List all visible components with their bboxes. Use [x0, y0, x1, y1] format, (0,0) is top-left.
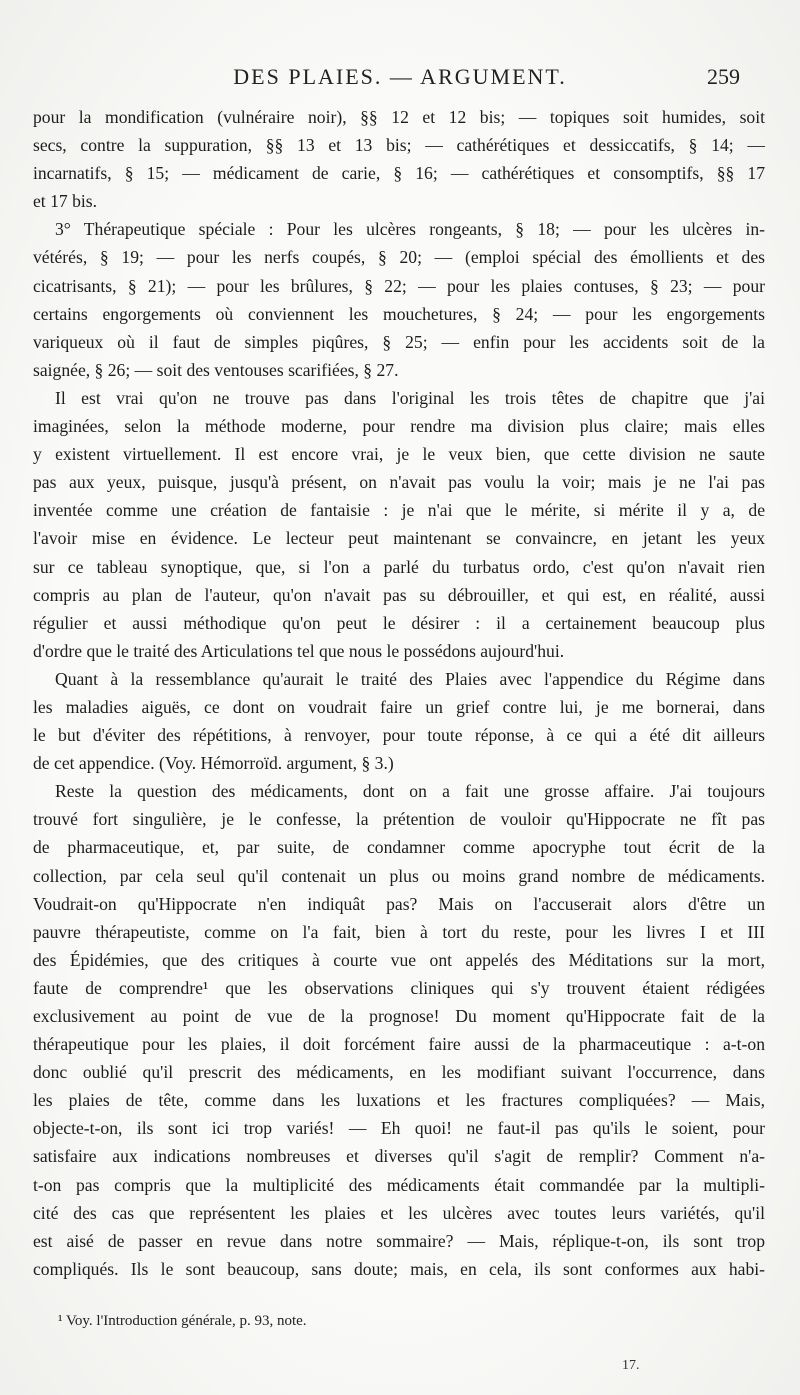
text-line: variqueux où il faut de simples piqûres, § 25; — enfin pour les accidents soit de la [33, 331, 765, 352]
text-line: donc oublié qu'il prescrit des médicaments, en les modifiant suivant l'occurrence, dans [33, 1062, 765, 1083]
text-line: de pharmaceutique, et, par suite, de condamner comme apocryphe tout écrit de la [33, 837, 765, 858]
text-line: trouvé fort singulière, je le confesse, la prétention de vouloir qu'Hippocrate ne fît pas [33, 809, 765, 830]
text-line: cicatrisants, § 21); — pour les brûlures, § 22; — pour les plaies contuses, § 23; — pour [33, 275, 765, 296]
text-line: et 17 bis. [33, 191, 98, 212]
signature-mark: 17. [622, 1358, 640, 1373]
text-line: exclusivement au point de vue de la prognose! Du moment qu'Hippocrate fait de la [33, 1006, 765, 1026]
running-title: DES PLAIES. — ARGUMENT. [233, 64, 567, 89]
text-line: est aisé de passer en revue dans notre sommaire? — Mais, réplique-t-on, ils sont trop [33, 1230, 765, 1251]
text-line: thérapeutique pour les plaies, il doit forcément faire aussi de la pharmaceutique : a-t-on [33, 1034, 765, 1055]
text-line: imaginées, selon la méthode moderne, pour rendre ma division plus claire; mais elles [33, 416, 765, 437]
body-text [33, 103, 765, 1283]
text-line: Quant à la ressemblance qu'aurait le traité des Plaies avec l'appendice du Régime dans [55, 668, 765, 689]
text-line: cité des cas que représentent les plaies et les ulcères avec toutes leurs variétés, qu'il [33, 1202, 765, 1223]
text-line: certains engorgements où conviennent les mouchetures, § 24; — pour les engorgements [33, 303, 765, 324]
text-line: les maladies aiguës, ce dont on voudrait faire un grief contre lui, je me bornerai, dans [33, 696, 765, 717]
text-line: d'ordre que le traité des Articulations tel que nous le possédons aujourd'hui. [33, 640, 565, 661]
running-head [0, 64, 800, 92]
text-line: 3° Thérapeutique spéciale : Pour les ulcères rongeants, § 18; — pour les ulcères in- [55, 219, 765, 240]
text-line: pas aux yeux, puisque, jusqu'à présent, on n'avait pas voulu la voir; mais je ne l'ai pas [33, 472, 765, 493]
text-line: des Épidémies, que des critiques à courte vue ont appelés des Méditations sur la mort, [33, 949, 765, 970]
text-line: inventée comme une création de fantaisie : je n'ai que le mérite, si mérite il y a, de [33, 500, 765, 521]
page-number: 259 [707, 64, 740, 89]
text-line: sur ce tableau synoptique, que, si l'on a parlé du turbatus ordo, c'est qu'on n'avait rien [33, 556, 765, 577]
text-line: compris au plan de l'auteur, qu'on n'avait pas su débrouiller, et qui est, en réalité, aussi [33, 584, 765, 605]
text-line: de cet appendice. (Voy. Hémorroïd. argument, § 3.) [33, 753, 394, 774]
text-line: les plaies de tête, comme dans les luxations et les fractures compliquées? — Mais, [33, 1090, 765, 1111]
text-line: objecte-t-on, ils sont ici trop variés! — Eh quoi! ne faut-il pas qu'ils le soient, pour [33, 1118, 765, 1139]
text-line: collection, par cela seul qu'il contenait un plus ou moins grand nombre de médicaments. [33, 865, 765, 886]
text-line: pour la mondification (vulnéraire noir), §§ 12 et 12 bis; — topiques soit humides, soit [33, 107, 765, 127]
footnote: ¹ Voy. l'Introduction générale, p. 93, note. [58, 1313, 307, 1329]
text-line: l'avoir mise en évidence. Le lecteur peut maintenant se convaincre, en jetant les yeux [33, 528, 765, 549]
text-line: Voudrait-on qu'Hippocrate n'en indiquât pas? Mais on l'accuserait alors d'être un [33, 893, 765, 914]
text-line: satisfaire aux indications nombreuses et diverses qu'il s'agit de remplir? Comment n'a- [33, 1146, 765, 1167]
text-line: t-on pas compris que la multiplicité des médicaments était commandée par la multipli- [33, 1174, 765, 1195]
text-line: vétérés, § 19; — pour les nerfs coupés, § 20; — (emploi spécial des émollients et des [33, 247, 765, 268]
text-line: le but d'éviter des répétitions, à renvoyer, pour toute réponse, à ce qui a été dit ailleurs [33, 725, 765, 746]
text-line: régulier et aussi méthodique qu'on peut le désirer : il a certainement beaucoup plus [33, 612, 765, 633]
text-line: Il est vrai qu'on ne trouve pas dans l'original les trois têtes de chapitre que j'ai [55, 387, 765, 408]
text-line: secs, contre la suppuration, §§ 13 et 13 bis; — cathérétiques et dessiccatifs, § 14; — [33, 135, 765, 156]
text-line: incarnatifs, § 15; — médicament de carie, § 16; — cathérétiques et consomptifs, §§ 17 [33, 163, 765, 184]
text-line: faute de comprendre¹ que les observations cliniques qui s'y trouvent étaient rédigées [33, 977, 765, 998]
text-line: y existent virtuellement. Il est encore vrai, je le veux bien, que cette division ne saute [33, 444, 765, 465]
text-line: saignée, § 26; — soit des ventouses scarifiées, § 27. [33, 359, 399, 380]
text-line: pauvre thérapeutiste, comme on l'a fait, bien à tort du reste, pour les livres I et III [33, 921, 765, 942]
text-line: compliqués. Ils le sont beaucoup, sans doute; mais, en cela, ils sont conformes aux habi- [33, 1258, 765, 1279]
text-line: Reste la question des médicaments, dont on a fait une grosse affaire. J'ai toujours [55, 781, 765, 802]
